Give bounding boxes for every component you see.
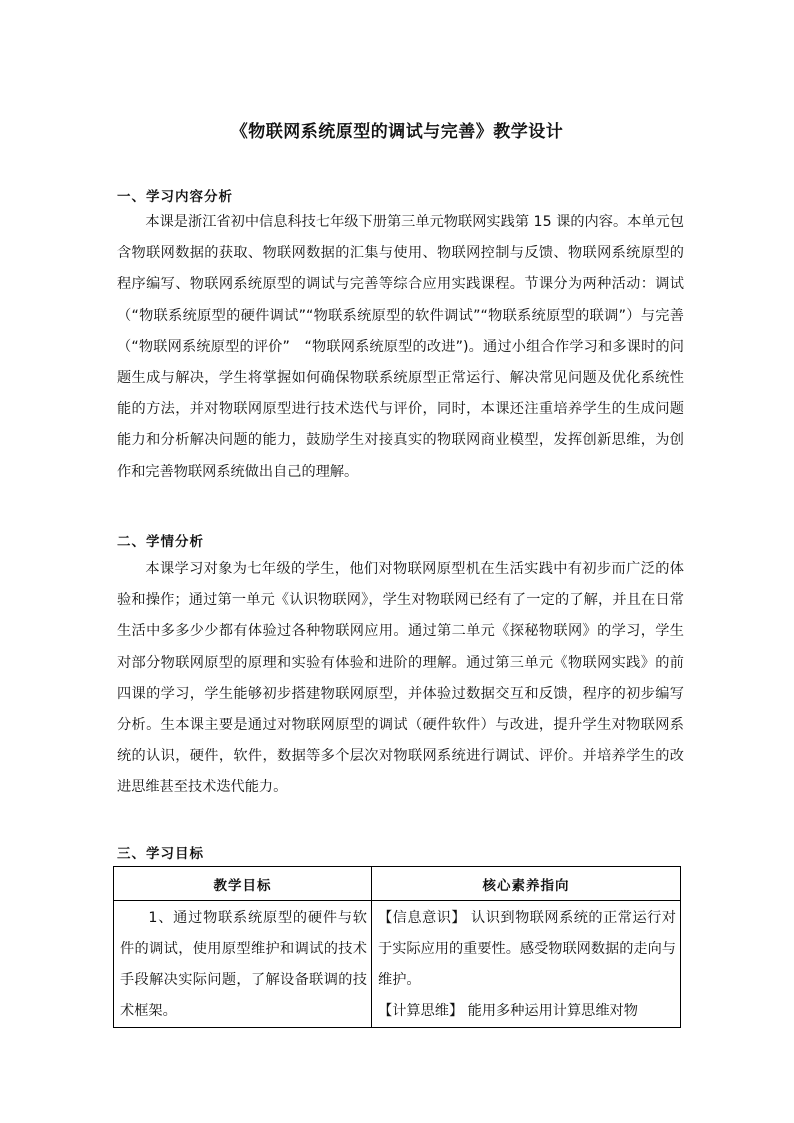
section-paragraph-learner-analysis: 本课学习对象为七年级的学生，他们对物联网原型机在生活实践中有初步而广泛的体验和操作；通过第一单元《认识物联网》，学生对物联网已经有了一定的了解，并且在日常生活中多多少少都有体验过各种物联网应用。通过第二单元《探秘物联网》的学习，学生对部分物联网原型的原理和实验有体验和进阶的理解。通过第三单元《物联网实践》的前四课的学习，学生能够初步搭建物联网原型，并体验过数据交互和反馈，程序的初步编写分析。生本课主要是通过对物联网原型的调试（硬件软件）与改进，提升学生对物联网系统的认识，硬件，软件，数据等多个层次对物联网系统进行调试、评价。并培养学生的改进思维甚至技术迭代能力。 [117, 561, 684, 796]
column-header-core-literacy: 核心素养指向 [372, 867, 681, 901]
literacy-item [378, 903, 676, 996]
section-paragraph-content-analysis: 本课是浙江省初中信息科技七年级下册第三单元物联网实践第 15 课的内容。本单元包含物联网数据的获取、物联网数据的汇集与使用、物联网控制与反馈、物联网系统原型的程序编写、物联网系统原型的调试与完善等综合应用实践课程。节课分为两种活动：调试（“物联系统原型的硬件调试”“物联系统原型的软件调试”“物联系统原型的联调”）与完善（“物联网系统原型的评价” “物联网系统原型的改进”)。通过小组合作学习和多课时的问题生成与解决，学生将掌握如何确保物联系统原型正常运行、解决常见问题及优化系统性能的方法，并对物联网原型进行技术迭代与评价，同时，本课还注重培养学生的生成问题能力和分析解决问题的能力，鼓励学生对接真实的物联网商业模型，发挥创新思维，为创作和完善物联网系统做出自己的理解。 [117, 214, 684, 480]
section-heading-learner-analysis: 二、学情分析 [117, 534, 204, 550]
literacy-text: 认识到物联网系统的正常运行对于实际应用的重要性。感受物联网数据的走向与维护。 [378, 910, 676, 988]
section-heading-learning-goals: 三、学习目标 [117, 846, 204, 862]
literacy-tag: 【信息意识】 [378, 910, 467, 926]
column-header-teaching-goal: 教学目标 [114, 867, 372, 901]
goal-text: 1、通过物联系统原型的硬件与软件的调试，使用原型维护和调试的技术手段解决实际问题，了解设备联调的技术框架。 [120, 910, 367, 1019]
table-header-row [114, 867, 681, 901]
section-heading-content-analysis: 一、学习内容分析 [117, 189, 233, 205]
literacy-text: 能用多种运用计算思维对物 [467, 1003, 638, 1019]
document-title: 《物联网系统原型的调试与完善》教学设计 [230, 122, 564, 142]
literacy-cell [372, 901, 681, 1028]
table-row [114, 901, 681, 1028]
goal-cell [114, 901, 372, 1028]
learning-goals-table [113, 866, 681, 1028]
literacy-tag: 【计算思维】 [378, 1003, 464, 1019]
literacy-item [378, 996, 676, 1027]
